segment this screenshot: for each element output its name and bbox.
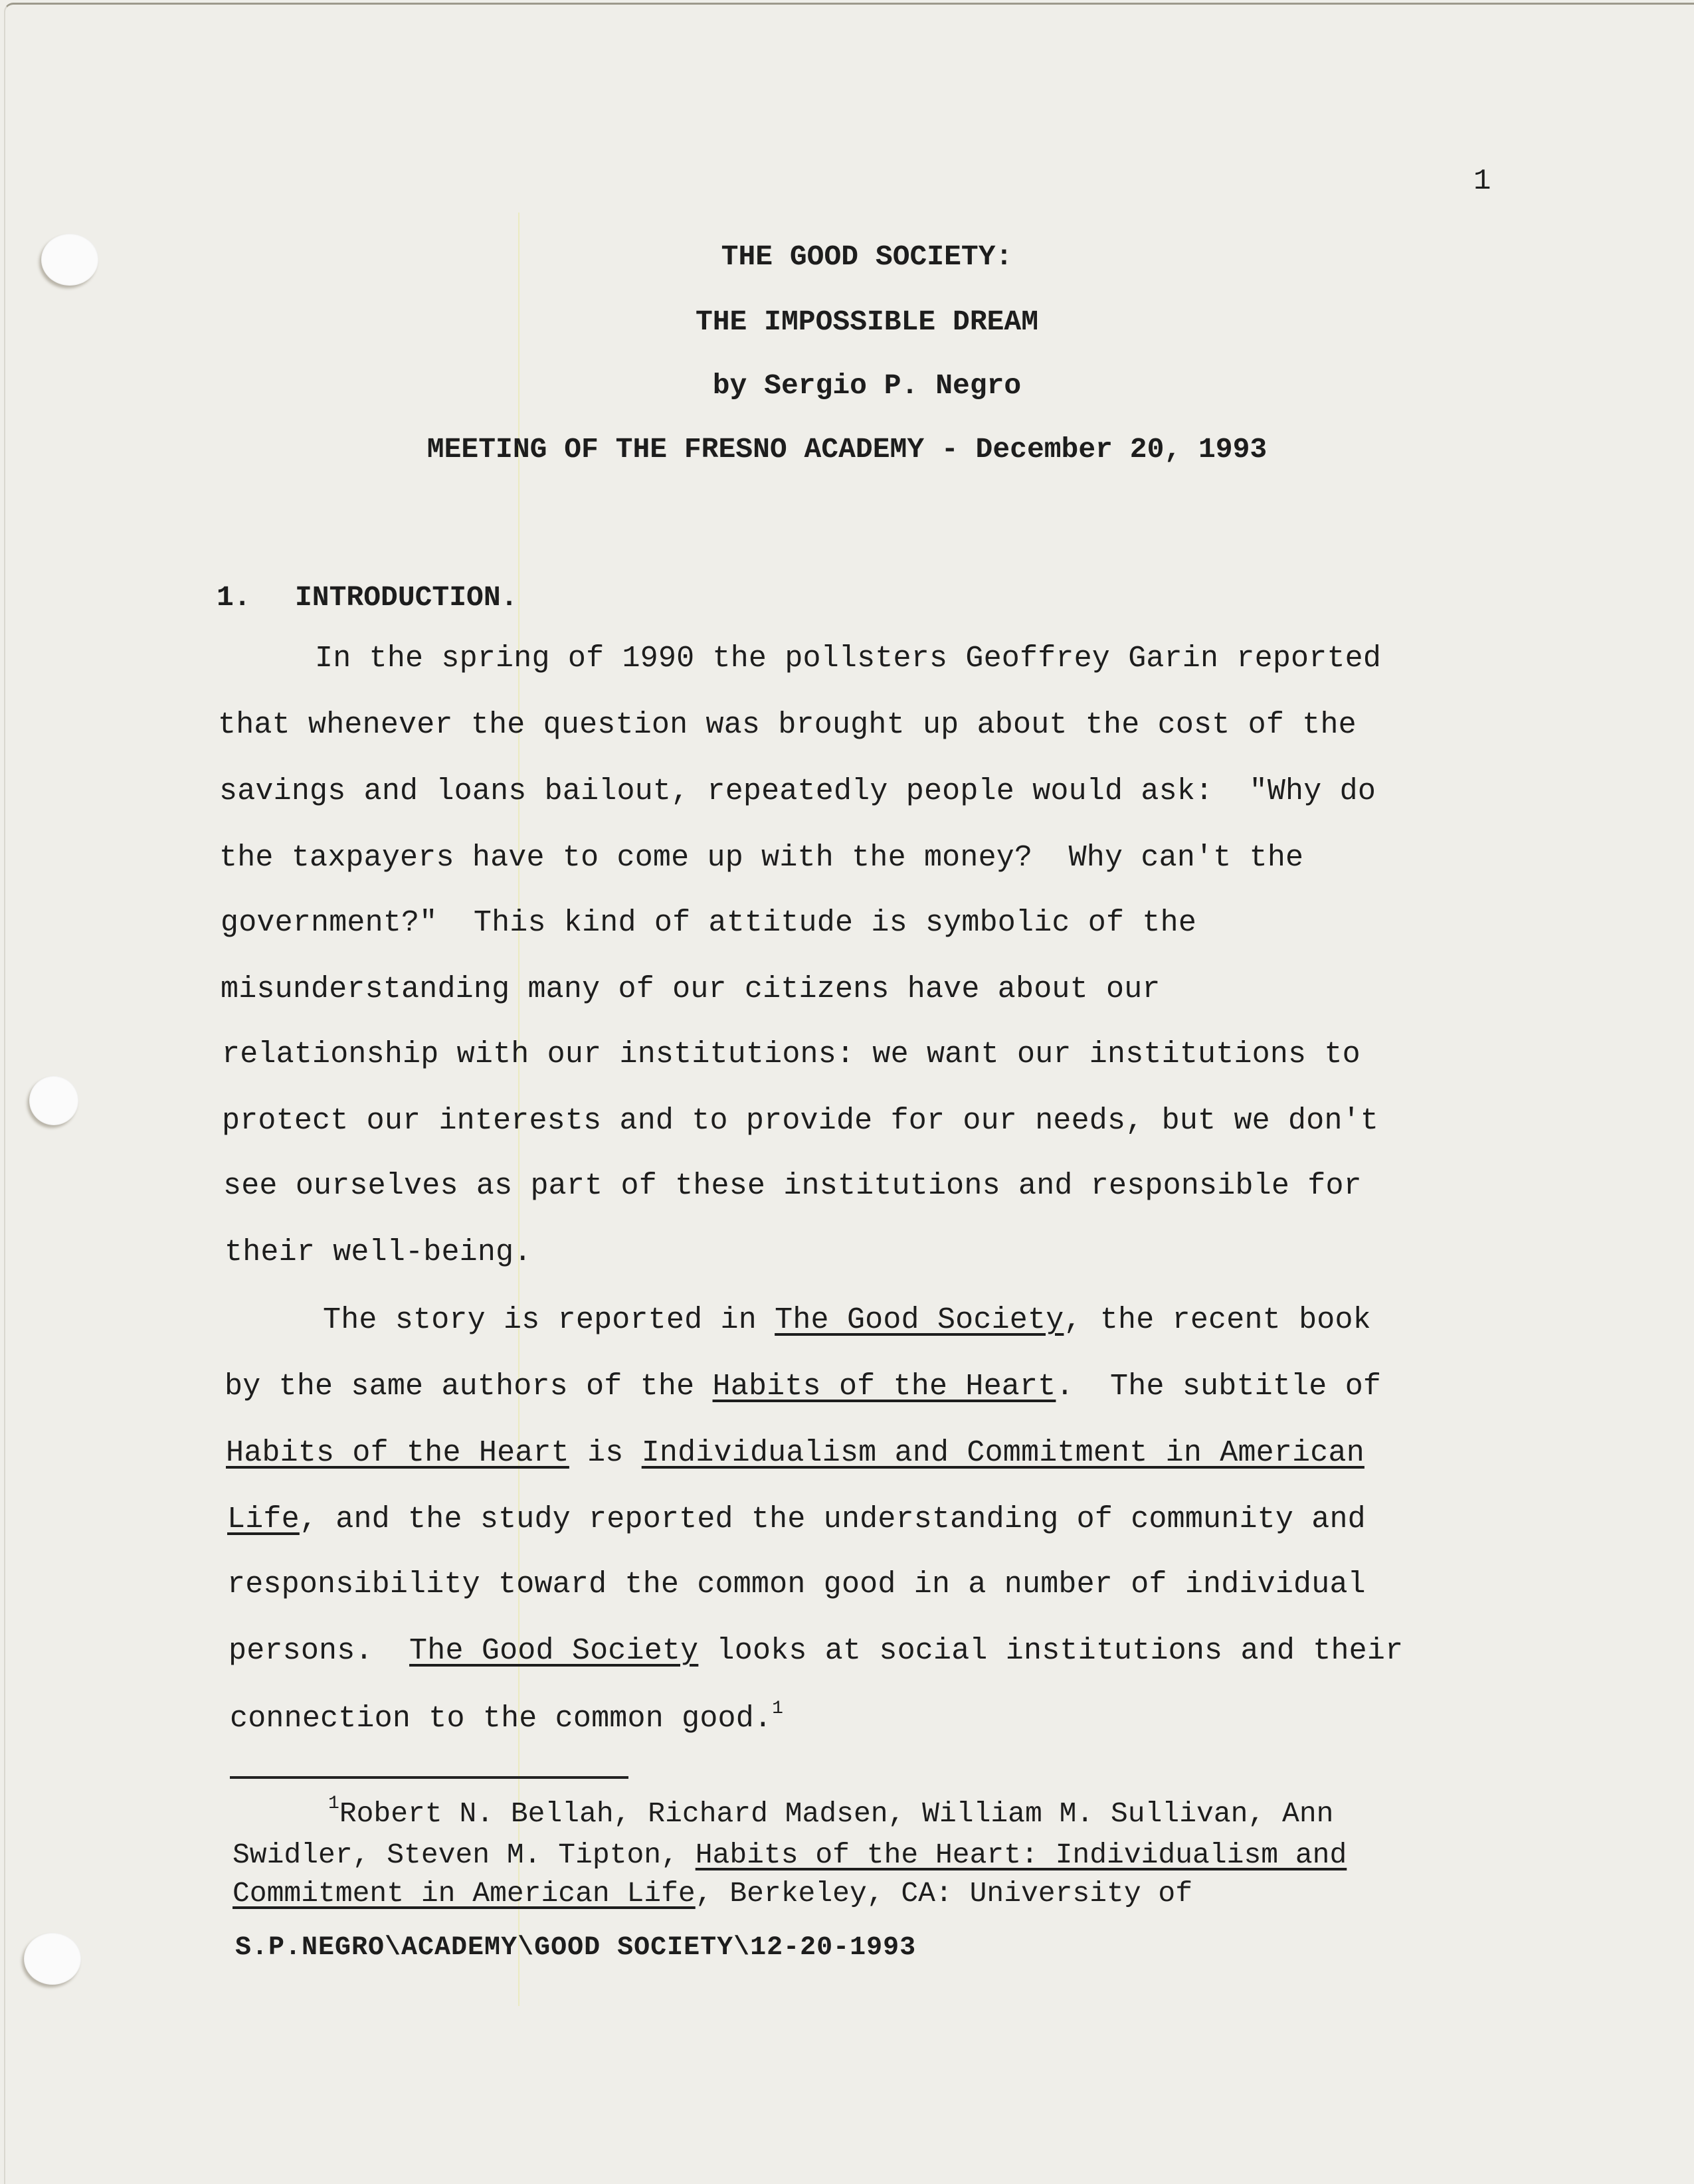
book-subtitle: Individualism and Commitment in American <box>641 1436 1365 1470</box>
paragraph-line: In the spring of 1990 the pollsters Geoffrey Garin reported <box>315 642 1382 676</box>
paragraph-line: government?" This kind of attitude is symbolic of the <box>221 906 1197 940</box>
footnote-book-title: Habits of the Heart: Individualism and <box>695 1839 1347 1871</box>
footnote-marker: 1 <box>328 1793 339 1814</box>
section-title: INTRODUCTION. <box>295 581 518 614</box>
footnote-book-title: Commitment in American Life <box>233 1877 696 1910</box>
book-title-good-society: The Good Society <box>409 1634 699 1668</box>
paragraph-line: Life, and the study reported the understanding of community and <box>227 1502 1366 1536</box>
paragraph-line: relationship with our institutions: we want our institutions to <box>222 1038 1361 1071</box>
footnote-line: Swidler, Steven M. Tipton, Habits of the Heart: Individualism and <box>233 1839 1347 1871</box>
document-author: by Sergio P. Negro <box>712 369 1022 402</box>
paragraph-line: that whenever the question was brought up about the cost of the <box>218 708 1357 742</box>
meeting-line: MEETING OF THE FRESNO ACADEMY - December 20, 1993 <box>426 433 1268 466</box>
paragraph-line: the taxpayers have to come up with the money? Why can't the <box>219 841 1304 875</box>
book-subtitle: Life <box>227 1502 300 1536</box>
book-title-habits-of-the-heart: Habits of the Heart <box>226 1436 569 1470</box>
document-title: THE GOOD SOCIETY: <box>721 240 1013 273</box>
paragraph-line: The story is reported in The Good Society, the recent book <box>323 1303 1371 1337</box>
paragraph-line: Habits of the Heart is Individualism and Commitment in American <box>226 1436 1365 1470</box>
paragraph-line: their well-being. <box>225 1235 532 1269</box>
footnote-line: $^1$Robert N. Bellah, Richard Madsen, William M. Sullivan, Ann <box>328 1793 1334 1830</box>
hole-punch-bottom <box>24 1933 81 1985</box>
page-number: 1 <box>1473 165 1491 198</box>
paragraph-line: connection to the common good.$^1$ <box>230 1698 784 1736</box>
section-number: 1. <box>217 581 251 614</box>
book-title-habits-of-the-heart: Habits of the Heart <box>712 1370 1056 1404</box>
paragraph-line: savings and loans bailout, repeatedly people would ask: "Why do <box>219 774 1376 808</box>
paragraph-line: misunderstanding many of our citizens have about our <box>221 972 1161 1006</box>
document-subtitle: THE IMPOSSIBLE DREAM <box>695 306 1039 338</box>
section-heading <box>217 581 518 614</box>
paragraph-line: protect our interests and to provide for our needs, but we don't <box>222 1104 1379 1138</box>
hole-punch-middle <box>29 1076 78 1125</box>
book-title-good-society: The Good Society <box>775 1303 1064 1337</box>
file-path-footer: S.P.NEGRO\ACADEMY\GOOD SOCIETY\12-20-1993 <box>235 1933 917 1963</box>
footnote-line: Commitment in American Life, Berkeley, CA: University of <box>233 1877 1193 1910</box>
footnote-divider <box>230 1776 628 1779</box>
paragraph-line: responsibility toward the common good in a number of individual <box>227 1568 1366 1601</box>
paragraph-line: see ourselves as part of these institutions and responsible for <box>223 1169 1362 1203</box>
footnote-reference: 1 <box>772 1698 784 1719</box>
paragraph-line: by the same authors of the Habits of the Heart. The subtitle of <box>225 1370 1382 1404</box>
paragraph-line: persons. The Good Society looks at social institutions and their <box>229 1634 1404 1668</box>
